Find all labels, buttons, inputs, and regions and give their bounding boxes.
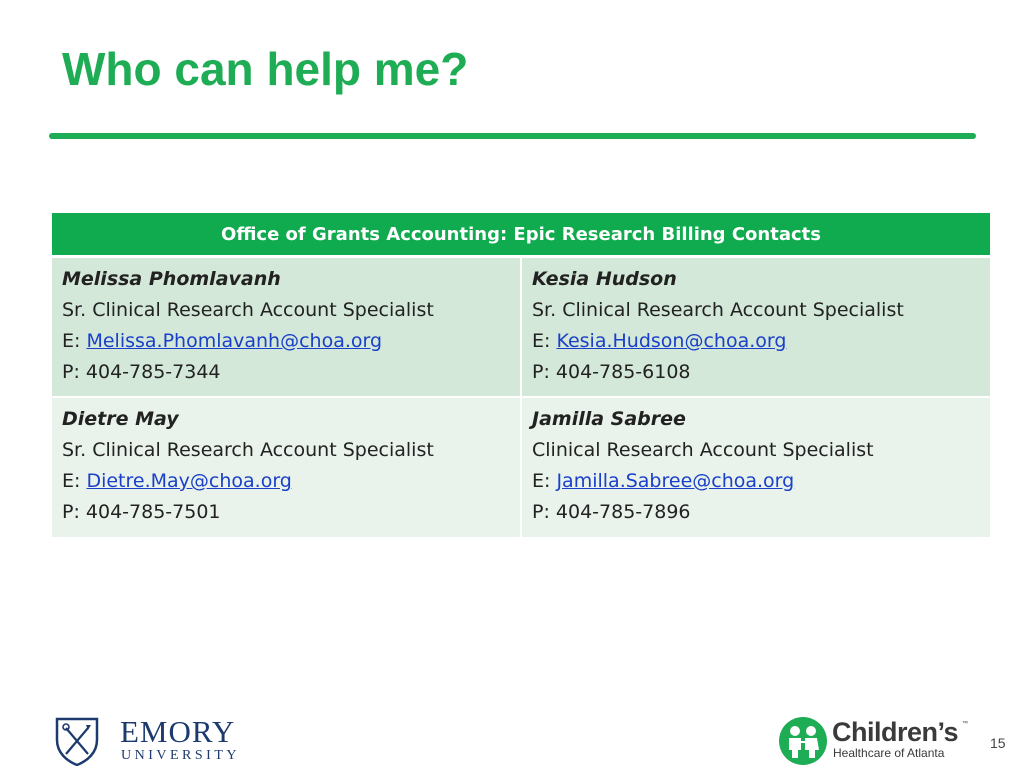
table-row [52, 257, 990, 398]
contact-name: Jamilla Sabree [532, 408, 686, 430]
contact-name: Kesia Hudson [532, 268, 677, 290]
contact-name: Dietre May [62, 408, 179, 430]
email-prefix: E: [62, 330, 87, 352]
contact-role: Clinical Research Account Specialist [532, 439, 874, 461]
emory-subtitle: UNIVERSITY [121, 748, 240, 763]
contact-email-link[interactable]: Jamilla.Sabree@choa.org [556, 470, 795, 492]
email-prefix: E: [532, 470, 557, 492]
contact-name: Melissa Phomlavanh [62, 268, 281, 290]
title-divider [49, 133, 976, 139]
contact-phone: P: 404-785-7344 [62, 361, 221, 383]
childrens-figures-icon [778, 716, 828, 766]
table-row [52, 397, 990, 537]
contact-cell-kesia [521, 257, 990, 398]
emory-university-logo [54, 716, 244, 766]
contact-role: Sr. Clinical Research Account Specialist [62, 299, 434, 321]
choa-trademark: ™ [962, 721, 968, 727]
page-number: 15 [990, 735, 1006, 751]
contact-phone: P: 404-785-7896 [532, 501, 691, 523]
contact-email-line [62, 326, 510, 357]
contact-cell-jamilla [521, 397, 990, 537]
table-header-row [52, 213, 990, 257]
contact-email-line [62, 466, 510, 497]
contact-role: Sr. Clinical Research Account Specialist [532, 299, 904, 321]
contact-email-link[interactable]: Kesia.Hudson@choa.org [556, 330, 787, 352]
choa-wordmark: Children’s [832, 717, 959, 747]
table-header: Office of Grants Accounting: Epic Research Billing Contacts [52, 213, 990, 257]
contact-role: Sr. Clinical Research Account Specialist [62, 439, 434, 461]
contact-cell-melissa [52, 257, 521, 398]
email-prefix: E: [62, 470, 87, 492]
contact-email-link[interactable]: Melissa.Phomlavanh@choa.org [86, 330, 383, 352]
emory-shield-icon [54, 716, 100, 766]
contact-phone: P: 404-785-6108 [532, 361, 691, 383]
slide-title: Who can help me? [62, 43, 469, 95]
contact-phone: P: 404-785-7501 [62, 501, 221, 523]
contact-cell-dietre [52, 397, 521, 537]
contact-email-link[interactable]: Dietre.May@choa.org [86, 470, 292, 492]
childrens-healthcare-logo [778, 716, 978, 766]
contacts-table [52, 213, 990, 537]
email-prefix: E: [532, 330, 557, 352]
contact-email-line [532, 326, 980, 357]
emory-wordmark: EMORY [120, 714, 236, 749]
contact-email-line [532, 466, 980, 497]
choa-subtitle: Healthcare of Atlanta [833, 746, 945, 760]
